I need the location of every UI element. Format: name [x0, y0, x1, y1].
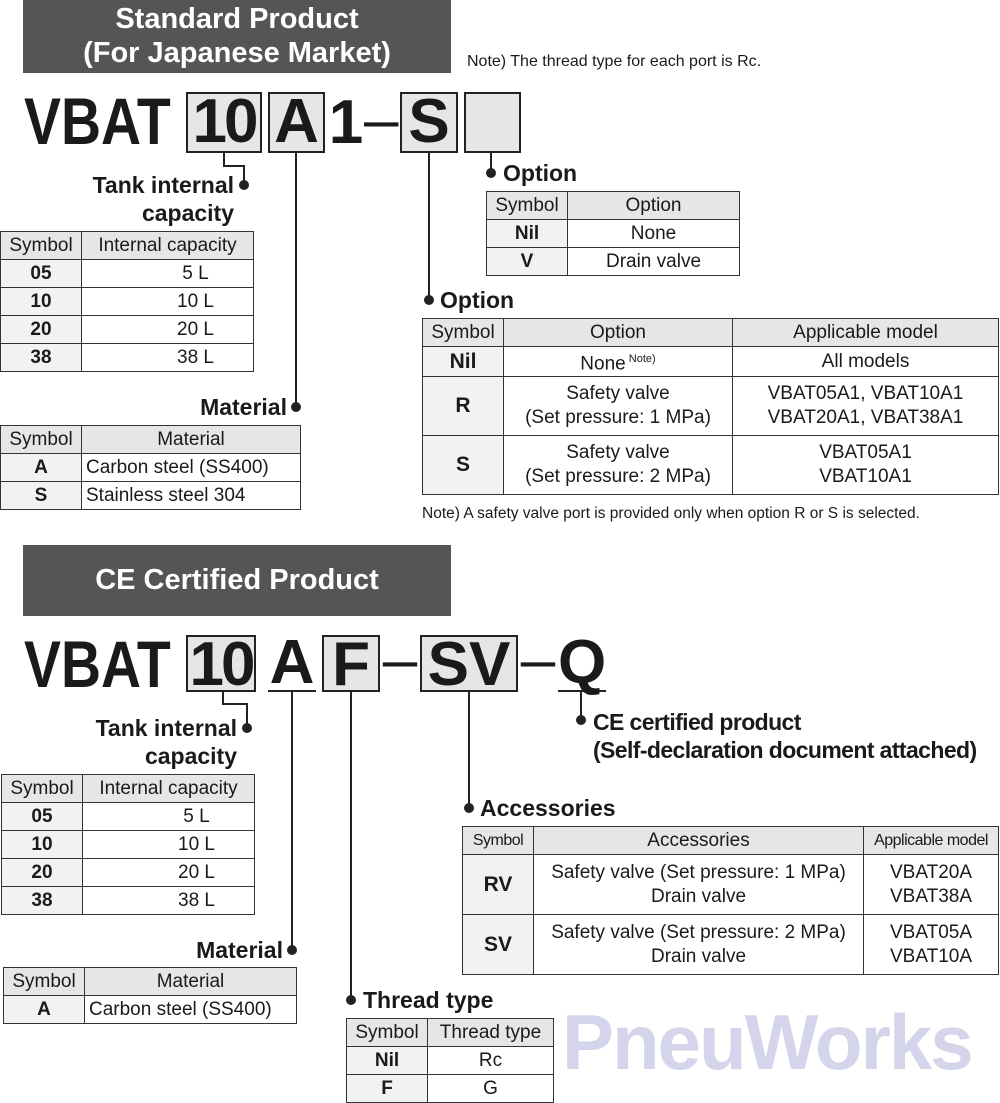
table-row	[423, 436, 999, 495]
value-cell: Carbon steel (SS400)	[82, 454, 301, 482]
model-cell: VBAT05A1, VBAT10A1 VBAT20A1, VBAT38A1	[733, 377, 999, 436]
code-material-box: A	[268, 92, 325, 153]
ce-model-prefix: VBAT	[24, 627, 171, 701]
symbol-cell: S	[423, 436, 504, 495]
table-row	[423, 347, 999, 377]
option-cell: Safety valve (Set pressure: 1 MPa)	[504, 377, 733, 436]
value-cell: 10 L	[82, 288, 254, 316]
table-row	[1, 316, 254, 344]
table-row	[487, 220, 740, 248]
model-cell: VBAT05A1 VBAT10A1	[733, 436, 999, 495]
table-row	[1, 260, 254, 288]
ce-code-capacity-box: 10	[186, 635, 256, 692]
table-row	[1, 482, 301, 510]
symbol-cell: A	[4, 996, 85, 1024]
table-row	[347, 1047, 554, 1075]
column-header: Internal capacity	[83, 775, 255, 803]
standard-product-header	[23, 0, 451, 73]
table-row	[463, 915, 999, 975]
value-cell: G	[428, 1075, 554, 1103]
code-option2-box	[464, 92, 521, 153]
material-table	[0, 425, 301, 510]
value-cell: Rc	[428, 1047, 554, 1075]
ce-code-thread-box: F	[322, 635, 380, 692]
thread-label: Thread type	[363, 987, 494, 1013]
option2-table	[486, 191, 740, 276]
symbol-cell: RV	[463, 855, 534, 915]
symbol-cell: R	[423, 377, 504, 436]
column-header: Symbol	[347, 1019, 428, 1047]
model-prefix: VBAT	[24, 84, 171, 158]
value-cell: 38 L	[82, 344, 254, 372]
column-header: Applicable model	[733, 319, 999, 347]
table-header-row	[4, 968, 297, 996]
column-header: Accessories	[534, 827, 864, 855]
table-header-row	[347, 1019, 554, 1047]
capacity-label-2: capacity	[141, 200, 234, 226]
capacity-label	[93, 171, 234, 227]
column-header: Option	[504, 319, 733, 347]
value-cell: VBAT20A VBAT38A	[864, 855, 999, 915]
value-cell: Safety valve (Set pressure: 2 MPa) Drain valve	[534, 915, 864, 975]
table-row	[423, 377, 999, 436]
symbol-cell: A	[1, 454, 82, 482]
column-header: Symbol	[487, 192, 568, 220]
value-cell: 20 L	[83, 859, 255, 887]
symbol-cell: SV	[463, 915, 534, 975]
watermark: PneuWorks	[562, 998, 972, 1086]
table-row	[1, 288, 254, 316]
ce-material-table	[3, 967, 297, 1024]
value-cell: 5 L	[83, 803, 255, 831]
symbol-cell: 05	[1, 260, 82, 288]
ce-capacity-label-2: capacity	[144, 743, 237, 769]
accessories-table	[462, 826, 999, 975]
note-marker: Note)	[625, 353, 656, 365]
capacity-table	[0, 231, 254, 372]
ce-material-label: Material	[196, 937, 283, 963]
value-cell: 20 L	[82, 316, 254, 344]
symbol-cell: 38	[2, 887, 83, 915]
value-cell: VBAT05A VBAT10A	[864, 915, 999, 975]
ce-capacity-label-1: Tank internal	[95, 715, 237, 741]
code-dash: –	[364, 85, 399, 154]
symbol-cell: 10	[1, 288, 82, 316]
ce-code-dash-2: –	[520, 625, 556, 694]
ce-label-2: (Self-declaration document attached)	[593, 737, 977, 763]
ce-label	[593, 708, 977, 764]
symbol-cell: Nil	[347, 1047, 428, 1075]
column-header: Applicable model	[864, 827, 999, 855]
value-cell: Carbon steel (SS400)	[85, 996, 297, 1024]
column-header: Material	[82, 426, 301, 454]
table-header-row	[1, 232, 254, 260]
table-header-row	[2, 775, 255, 803]
column-header: Symbol	[4, 968, 85, 996]
column-header: Symbol	[1, 426, 82, 454]
column-header: Material	[85, 968, 297, 996]
column-header: Option	[568, 192, 740, 220]
code-capacity-box: 10	[186, 92, 262, 153]
symbol-cell: 20	[1, 316, 82, 344]
symbol-cell: 20	[2, 859, 83, 887]
header-line-2: (For Japanese Market)	[83, 37, 391, 69]
value-cell: 38 L	[83, 887, 255, 915]
table-row	[1, 454, 301, 482]
table-row	[463, 855, 999, 915]
table-row	[2, 831, 255, 859]
value-cell: Stainless steel 304	[82, 482, 301, 510]
column-header: Thread type	[428, 1019, 554, 1047]
symbol-cell: 10	[2, 831, 83, 859]
option2-label: Option	[503, 160, 578, 186]
capacity-label-1: Tank internal	[92, 172, 234, 198]
ce-code-material: A	[269, 628, 315, 697]
value-cell: None	[568, 220, 740, 248]
table-row	[2, 803, 255, 831]
symbol-cell: 05	[2, 803, 83, 831]
ce-code-ce: Q	[558, 628, 607, 697]
accessories-label: Accessories	[480, 795, 616, 821]
code-option-box: S	[400, 92, 458, 153]
ce-code-accessories-box: SV	[420, 635, 518, 692]
thread-table	[346, 1018, 554, 1103]
model-cell: All models	[733, 347, 999, 377]
symbol-cell: Nil	[423, 347, 504, 377]
column-header: Symbol	[2, 775, 83, 803]
table-row	[4, 996, 297, 1024]
table-row	[2, 887, 255, 915]
symbol-cell: S	[1, 482, 82, 510]
symbol-cell: Nil	[487, 220, 568, 248]
code-fixed: 1	[328, 88, 364, 157]
table-row	[1, 344, 254, 372]
header-line-1: Standard Product	[115, 3, 359, 35]
symbol-cell: V	[487, 248, 568, 276]
value-cell: Drain valve	[568, 248, 740, 276]
column-header: Symbol	[463, 827, 534, 855]
value-cell: Safety valve (Set pressure: 1 MPa) Drain valve	[534, 855, 864, 915]
table-header-row	[463, 827, 999, 855]
ce-label-1: CE certified product	[593, 709, 801, 735]
column-header: Internal capacity	[82, 232, 254, 260]
thread-note: Note) The thread type for each port is Rc.	[467, 53, 762, 70]
value-cell: 10 L	[83, 831, 255, 859]
ce-product-header: CE Certified Product	[23, 545, 451, 616]
table-row	[487, 248, 740, 276]
column-header: Symbol	[1, 232, 82, 260]
column-header: Symbol	[423, 319, 504, 347]
ce-code-dash: –	[382, 625, 418, 694]
material-label: Material	[200, 394, 287, 420]
ce-capacity-table	[1, 774, 255, 915]
option-table	[422, 318, 999, 495]
table-header-row	[1, 426, 301, 454]
option-cell: Safety valve (Set pressure: 2 MPa)	[504, 436, 733, 495]
option-cell: None $^{Note)}$	[504, 347, 733, 377]
symbol-cell: F	[347, 1075, 428, 1103]
option-note: Note) A safety valve port is provided only when option R or S is selected.	[422, 505, 920, 522]
ce-capacity-label	[96, 714, 237, 770]
table-row	[347, 1075, 554, 1103]
table-row	[2, 859, 255, 887]
option-label: Option	[440, 287, 515, 313]
value-cell: 5 L	[82, 260, 254, 288]
table-header-row	[423, 319, 999, 347]
symbol-cell: 38	[1, 344, 82, 372]
table-header-row	[487, 192, 740, 220]
